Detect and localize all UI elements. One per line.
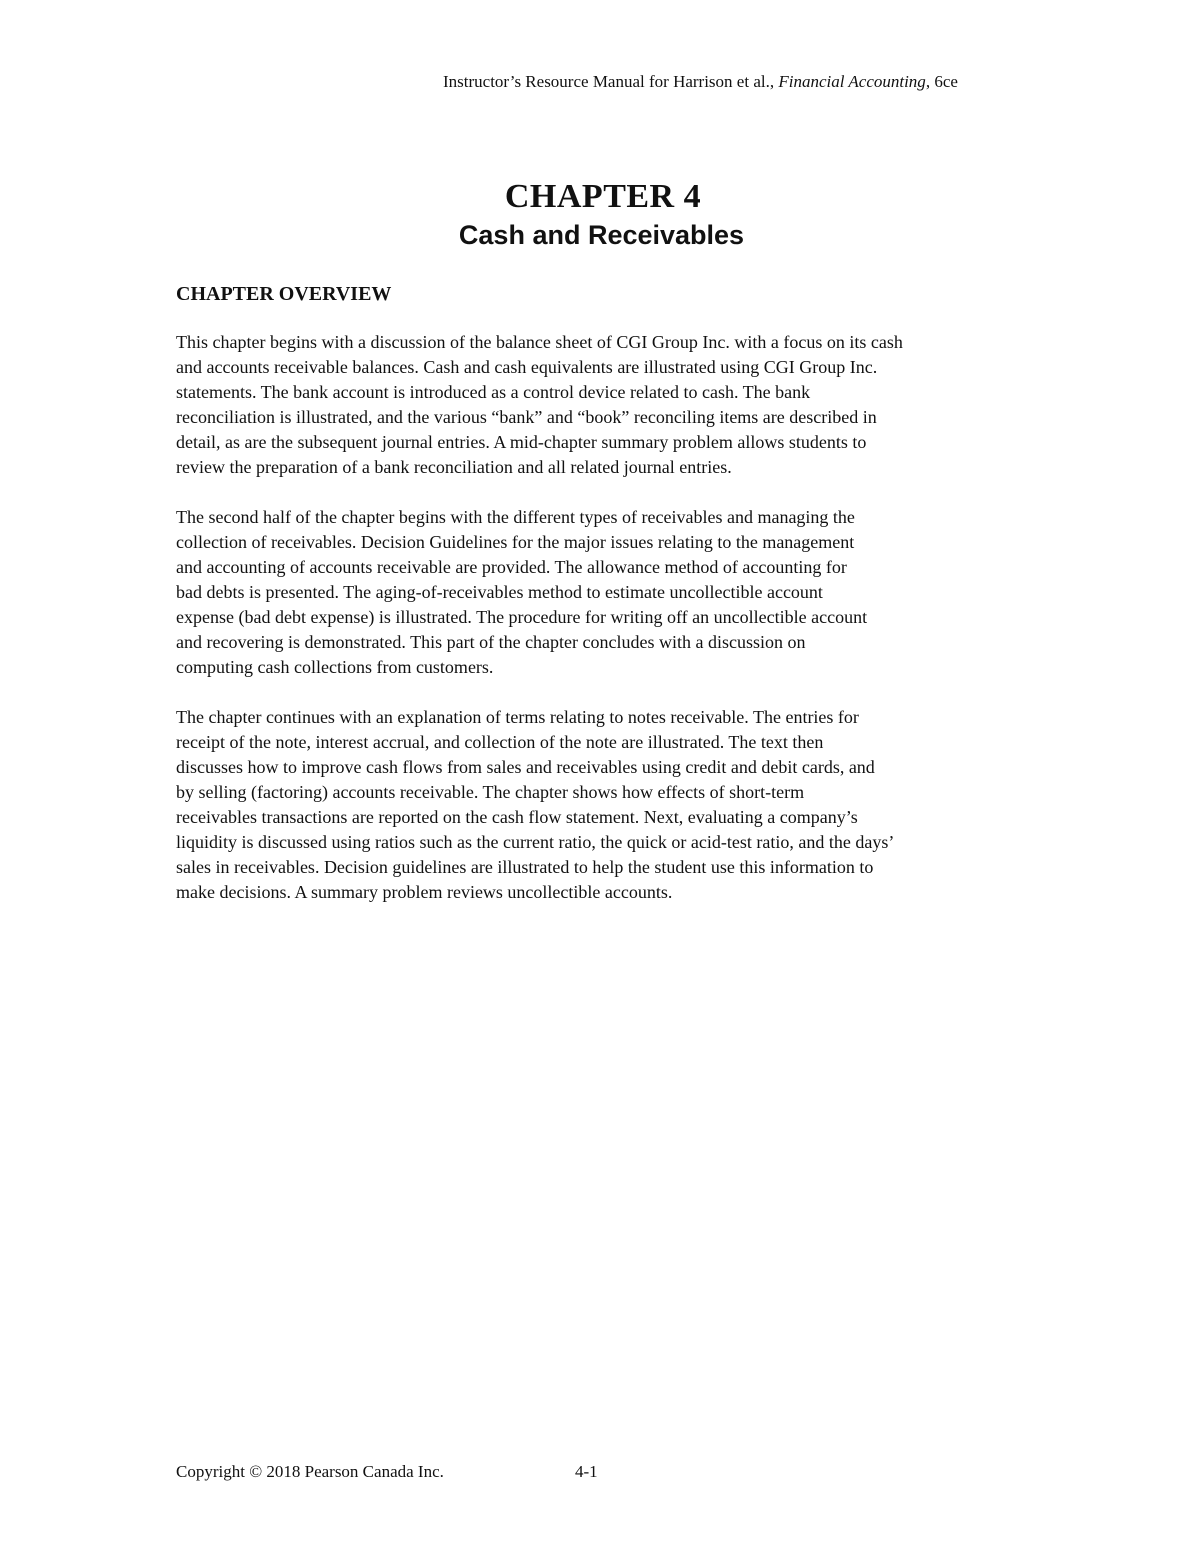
text-line: This chapter begins with a discussion of the balance sheet of CGI Group Inc. with a focus on its cash: [176, 332, 903, 352]
text-line: bad debts is presented. The aging-of-receivables method to estimate uncollectible account: [176, 582, 823, 602]
paragraph: [176, 705, 1046, 905]
text-line: statements. The bank account is introduced as a control device related to cash. The bank: [176, 382, 811, 402]
text-line: expense (bad debt expense) is illustrated. The procedure for writing off an uncollectible account: [176, 607, 868, 627]
text-line: liquidity is discussed using ratios such as the current ratio, the quick or acid-test ratio, and the days’: [176, 832, 895, 852]
page-number: 4-1: [575, 1462, 598, 1481]
copyright-footer: Copyright © 2018 Pearson Canada Inc.: [176, 1462, 444, 1481]
text-line: discusses how to improve cash flows from sales and receivables using credit and debit cards, and: [176, 757, 875, 777]
section-heading: CHAPTER OVERVIEW: [176, 283, 392, 305]
chapter-title: Cash and Receivables: [458, 220, 745, 250]
header-text: Instructor’s Resource Manual for Harrison et al.,: [443, 72, 779, 91]
paragraph: [176, 330, 1046, 480]
text-line: collection of receivables. Decision Guidelines for the major issues relating to the management: [176, 532, 855, 552]
running-header: [443, 72, 958, 92]
text-line: The second half of the chapter begins with the different types of receivables and managing the: [176, 507, 855, 527]
text-line: The chapter continues with an explanation of terms relating to notes receivable. The entries for: [176, 707, 859, 727]
text-line: and accounts receivable balances. Cash and cash equivalents are illustrated using CGI Group Inc.: [176, 357, 878, 377]
body-text: [176, 330, 1046, 930]
edition: , 6ce: [925, 72, 958, 91]
text-line: and recovering is demonstrated. This part of the chapter concludes with a discussion on: [176, 632, 806, 652]
paragraph: [176, 505, 1046, 680]
text-line: detail, as are the subsequent journal entries. A mid-chapter summary problem allows students to: [176, 432, 867, 452]
text-line: by selling (factoring) accounts receivable. The chapter shows how effects of short-term: [176, 782, 805, 802]
text-line: sales in receivables. Decision guidelines are illustrated to help the student use this information to: [176, 857, 874, 877]
text-line: computing cash collections from customers.: [176, 657, 494, 677]
book-title: Financial Accounting: [778, 72, 926, 91]
text-line: receipt of the note, interest accrual, and collection of the note are illustrated. The text then: [176, 732, 824, 752]
text-line: receivables transactions are reported on the cash flow statement. Next, evaluating a company’s: [176, 807, 858, 827]
chapter-number: CHAPTER 4: [504, 178, 702, 215]
text-line: make decisions. A summary problem reviews uncollectible accounts.: [176, 882, 673, 902]
text-line: review the preparation of a bank reconciliation and all related journal entries.: [176, 457, 732, 477]
text-line: and accounting of accounts receivable are provided. The allowance method of accounting for: [176, 557, 847, 577]
text-line: reconciliation is illustrated, and the various “bank” and “book” reconciling items are described in: [176, 407, 877, 427]
